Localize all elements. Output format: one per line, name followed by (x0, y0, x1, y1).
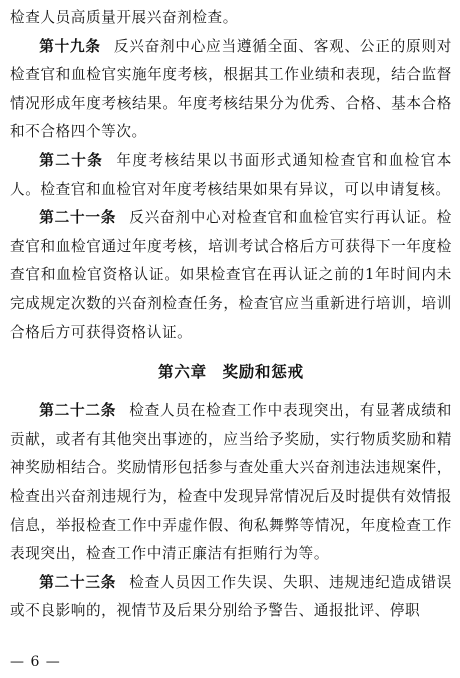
page-number: — 6 — (10, 654, 61, 670)
chapter-title: 奖励和惩戒 (222, 363, 304, 382)
article-number: 第二十二条 (39, 402, 117, 420)
article-text: 反兴奋剂中心对检查官和血检官实行再认证。检查官和血检官通过年度考核，培训考试合格后方可获得下一年度检查官和血检官资格认证。如果检查官在再认证之前的1年时间内未完成规定次数的兴奋剂检查任务，检查官应当重新进行培训，培训合格后方可获得资格认证。 (10, 209, 452, 341)
article-number: 第二十条 (39, 151, 104, 169)
paragraph-text: 检查人员高质量开展兴奋剂检查。 (10, 9, 238, 26)
article-22 (10, 397, 452, 569)
article-text: 检查人员在检查工作中表现突出，有显著成绩和贡献，或者有其他突出事迹的，应当给予奖励，实行物质奖励和精神奖励相结合。奖励情形包括参与查处重大兴奋剂违法违规案件，检查出兴奋剂违规行为，检查中发现异常情况后及时提供有效情报信息，举报检查工作中弄虚作假、徇私舞弊等情况，年度检查工作表现突出，检查工作中清正廉洁有拒贿行为等。 (10, 402, 452, 563)
article-number: 第二十三条 (39, 573, 117, 591)
chapter-number: 第六章 (158, 363, 207, 382)
article-19 (10, 33, 452, 147)
article-23 (10, 569, 452, 626)
article-20 (10, 147, 452, 204)
chapter-heading (10, 359, 452, 385)
article-21 (10, 204, 452, 347)
paragraph-continuation (10, 4, 452, 33)
article-number: 第十九条 (39, 37, 101, 55)
article-text: 年度考核结果以书面形式通知检查官和血检官本人。检查官和血检官对年度考核结果如果有异议，可以申请复核。 (10, 151, 453, 198)
article-text: 检查人员因工作失误、失职、违规违纪造成错误或不良影响的，视情节及后果分别给予警告、通报批评、停职 (10, 573, 452, 620)
article-number: 第二十一条 (39, 209, 117, 227)
article-text: 反兴奋剂中心应当遵循全面、客观、公正的原则对检查官和血检官实施年度考核，根据其工作业绩和表现，结合监督情况形成年度考核结果。年度考核结果分为优秀、合格、基本合格和不合格四个等次。 (10, 37, 453, 141)
